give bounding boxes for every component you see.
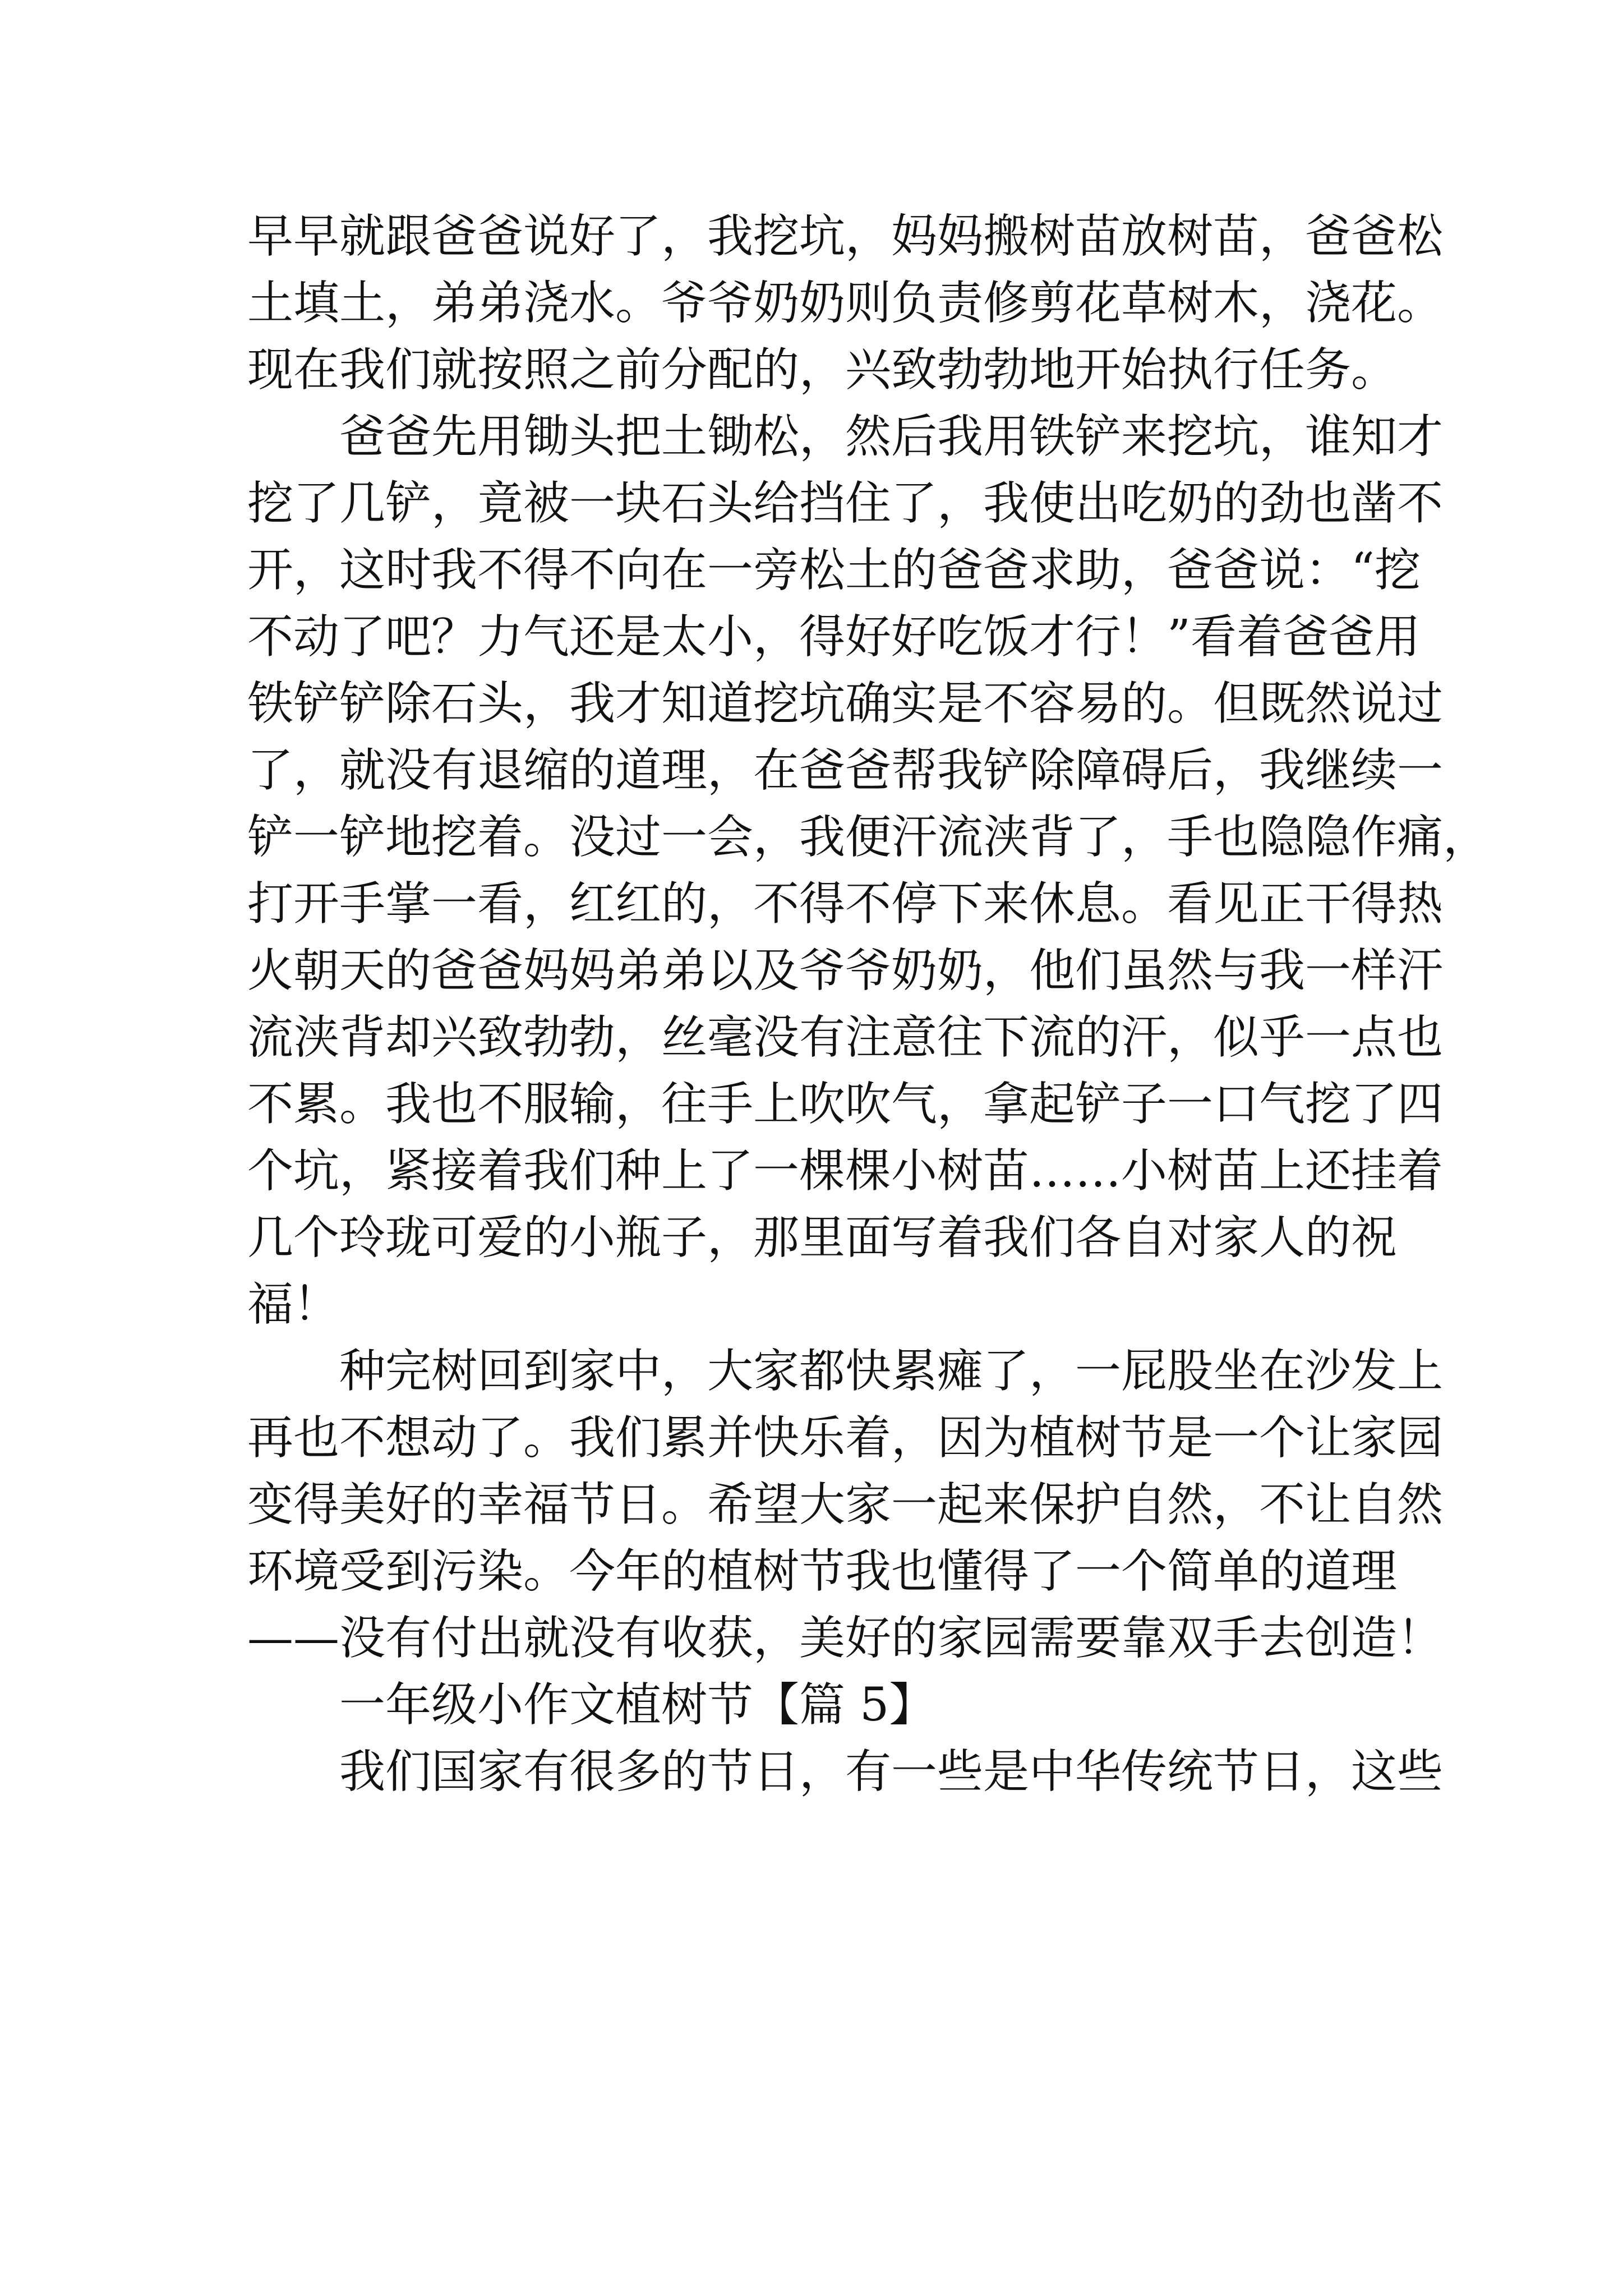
text-line: 了，就没有退缩的道理，在爸爸帮我铲除障碍后，我继续一	[247, 744, 1444, 797]
text-line: 不动了吧？力气还是太小，得好好吃饭才行！”看着爸爸用	[247, 610, 1421, 664]
text-line: ——没有付出就没有收获，美好的家园需要靠双手去创造！	[247, 1612, 1444, 1665]
text-line: 开，这时我不得不向在一旁松土的爸爸求助，爸爸说：“挖	[247, 544, 1421, 597]
text-line: 铲一铲地挖着。没过一会，我便汗流浃背了，手也隐隐作痛，	[247, 811, 1490, 864]
document-body	[247, 203, 1490, 1805]
text-line: 挖了几铲，竟被一块石头给挡住了，我使出吃奶的劲也凿不	[247, 477, 1444, 530]
text-line: 几个玲珑可爱的小瓶子，那里面写着我们各自对家人的祝	[247, 1211, 1398, 1264]
text-line: 福！	[247, 1278, 340, 1331]
text-line: 现在我们就按照之前分配的，兴致勃勃地开始执行任务。	[247, 343, 1398, 397]
text-line: 火朝天的爸爸妈妈弟弟以及爷爷奶奶，他们虽然与我一样汗	[247, 944, 1444, 997]
text-line: 个坑，紧接着我们种上了一棵棵小树苗……小树苗上还挂着	[247, 1144, 1444, 1198]
text-line: 土填土，弟弟浇水。爷爷奶奶则负责修剪花草树木，浇花。	[247, 277, 1444, 330]
text-line: 爸爸先用锄头把土锄松，然后我用铁铲来挖坑，谁知才	[339, 410, 1444, 463]
text-line: 早早就跟爸爸说好了，我挖坑，妈妈搬树苗放树苗，爸爸松	[247, 210, 1444, 263]
text-line: 变得美好的幸福节日。希望大家一起来保护自然，不让自然	[247, 1478, 1444, 1531]
paragraph-5	[247, 1738, 1444, 1805]
text-line: 再也不想动了。我们累并快乐着，因为植树节是一个让家园	[247, 1411, 1444, 1465]
text-line: 流浃背却兴致勃勃，丝毫没有注意往下流的汗，似乎一点也	[247, 1011, 1444, 1064]
section-heading	[247, 1672, 1397, 1738]
paragraph-3	[247, 1338, 1444, 1672]
paragraph-1	[247, 203, 1444, 403]
text-line: 种完树回到家中，大家都快累瘫了，一屁股坐在沙发上	[339, 1345, 1444, 1398]
text-line: 环境受到污染。今年的植树节我也懂得了一个简单的道理	[247, 1545, 1398, 1598]
paragraph-2	[247, 403, 1490, 1338]
text-line: 打开手掌一看，红红的，不得不停下来休息。看见正干得热	[247, 877, 1444, 931]
text-line: 我们国家有很多的节日，有一些是中华传统节日，这些	[339, 1745, 1444, 1798]
text-line: 铁铲铲除石头，我才知道挖坑确实是不容易的。但既然说过	[247, 677, 1444, 730]
text-line: 不累。我也不服输，往手上吹吹气，拿起铲子一口气挖了四	[247, 1078, 1444, 1131]
heading-text: 一年级小作文植树节【篇 5】	[339, 1678, 935, 1732]
